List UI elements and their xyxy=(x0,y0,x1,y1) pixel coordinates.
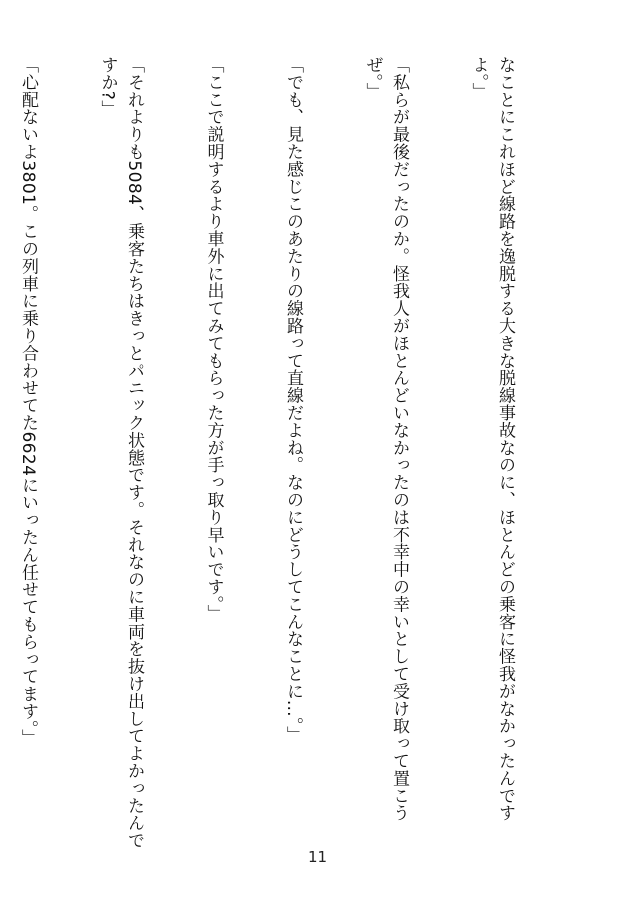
text-line: 「でも、見た感じこのあたりの線路って直線だよね。なのにどうしてこんなことに…。」 xyxy=(283,56,303,744)
text-line: 「それよりも5084、乗客たちはきっとパニック状態です。それなのに車両を抜け出してよかったんですか?」 xyxy=(97,56,144,850)
text-line: なことにこれほど線路を逸脱する大きな脱線事故なのに、ほとんどの乗客に怪我がなかったんですよ。」 xyxy=(468,56,515,822)
page-number: 11 xyxy=(307,848,328,866)
text-line: 「ここで説明するより車外に出てみてもらった方が手っ取り早いです。」 xyxy=(203,56,224,622)
text-line: 「心配ないよ3801。この列車に乗り合わせてた6624にいったん任せてもらってます。」 xyxy=(18,56,38,747)
text-line: 「私らが最後だったのか。怪我人がほとんどいなかったのは不幸中の幸いとして受け取って置こうぜ。」 xyxy=(362,56,409,822)
vertical-text-block xyxy=(18,56,571,856)
